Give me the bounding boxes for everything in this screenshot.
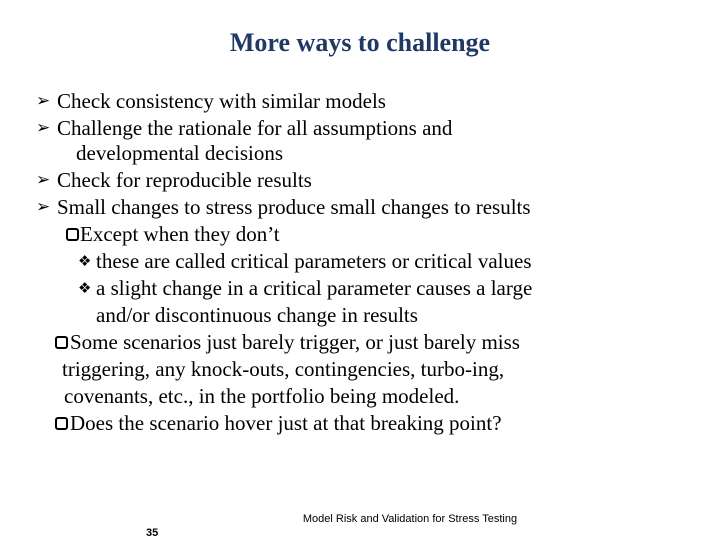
sub-sub-bullet-text: these are called critical parameters or critical values (96, 249, 532, 273)
sub-bullet-text: Some scenarios just barely trigger, or just barely miss (70, 330, 520, 354)
slide-title: More ways to challenge (229, 28, 491, 57)
bullet-item (36, 194, 686, 221)
arrow-bullet-icon: ➢ (36, 91, 51, 111)
arrow-bullet-icon: ➢ (36, 197, 51, 217)
square-bullet-icon (55, 336, 68, 349)
bullet-text-continuation: developmental decisions (76, 141, 284, 165)
sub-sub-bullet-item (36, 248, 686, 275)
diamond-bullet-icon: ❖ (78, 279, 92, 297)
sub-bullet-text: Except when they don’t (80, 222, 280, 246)
sub-bullet-item (36, 221, 686, 248)
sub-sub-bullet-text: a slight change in a critical parameter causes a large (96, 276, 533, 300)
sub-bullet-continuation: triggering, any knock-outs, contingencies, turbo-ing, (62, 357, 505, 381)
sub-bullet-text: Does the scenario hover just at that breaking point? (70, 411, 502, 435)
bullet-item (36, 115, 686, 167)
sub-sub-bullet-continuation: and/or discontinuous change in results (96, 303, 418, 327)
square-bullet-icon (66, 228, 79, 241)
arrow-bullet-icon: ➢ (36, 118, 51, 138)
bullet-item (36, 88, 686, 115)
sub-bullet-continuation: covenants, etc., in the portfolio being modeled. (64, 384, 460, 408)
bullet-text: Small changes to stress produce small changes to results (57, 195, 531, 219)
bullet-text: Check for reproducible results (57, 168, 312, 192)
sub-bullet-item (36, 410, 686, 437)
bullet-text: Challenge the rationale for all assumptions and (57, 116, 453, 140)
diamond-bullet-icon: ❖ (78, 252, 92, 270)
sub-bullet-item (36, 329, 686, 410)
bullet-text: Check consistency with similar models (57, 89, 386, 113)
sub-sub-bullet-item (36, 275, 686, 329)
square-bullet-icon (55, 417, 68, 430)
footer-caption: Model Risk and Validation for Stress Testing (302, 513, 518, 525)
page-number: 35 (146, 527, 159, 539)
arrow-bullet-icon: ➢ (36, 170, 51, 190)
bullet-item (36, 167, 686, 194)
slide-content (36, 88, 686, 437)
